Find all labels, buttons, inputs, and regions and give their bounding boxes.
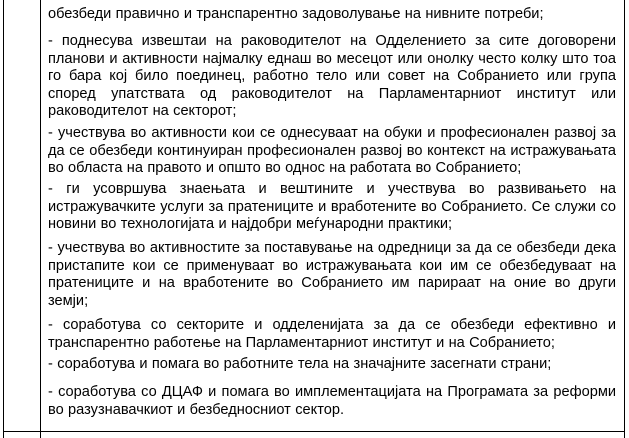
paragraph-4: - ги усовршува знаењата и вештините и учествува во развивањето на истражувачките услуги за пратениците и вработените во Собранието. Се служи со новини во технологијата и најдобри меѓународни практики; [48,181,616,233]
paragraph-8: - соработува со ДЦАФ и помага во имплементацијата на Програмата за реформи во разузнавачкиот и безбедносниот сектор. [48,384,616,418]
paragraph-7: - соработува и помага во работните тела на значајните засегнати страни; [48,356,552,372]
paragraph-1: обезбеди правично и транспарентно задоволување на нивните потреби; [48,6,544,22]
paragraph-3: - учествува во активности кои се однесуваат на обуки и професионален развој за да се обезбеди континуиран професионален развој во контекст на истражувањата во областа на правото и општо во однос на работата во Собранието; [48,125,616,177]
table-border-left [3,0,4,438]
paragraph-5: - учествува во активностите за поставување на одредници за да се обезбеди дека пристапите кои се применуваат во истражувањата кои им се обезбедуваат на пратениците и на вработените во Собранието им парираат на оние во други земји; [48,240,616,309]
table-border-right [624,0,625,438]
paragraph-6: - соработува со секторите и одделенијата за да се обезбеди ефективно и транспарентно работење на Парламентарниот институт и на Собранието; [48,317,616,351]
table-column-divider [40,0,41,438]
table-border-bottom [3,431,625,432]
paragraph-2: - поднесува извештаи на раководителот на Одделението за сите договорени планови и активности најмалку еднаш во месецот или онолку често колку што тоа го бара кој било поединец, работно тело или совет на Собранието или група според упатствата од раководителот на Парламентарниот институт или раководителот на секторот; [48,33,616,120]
